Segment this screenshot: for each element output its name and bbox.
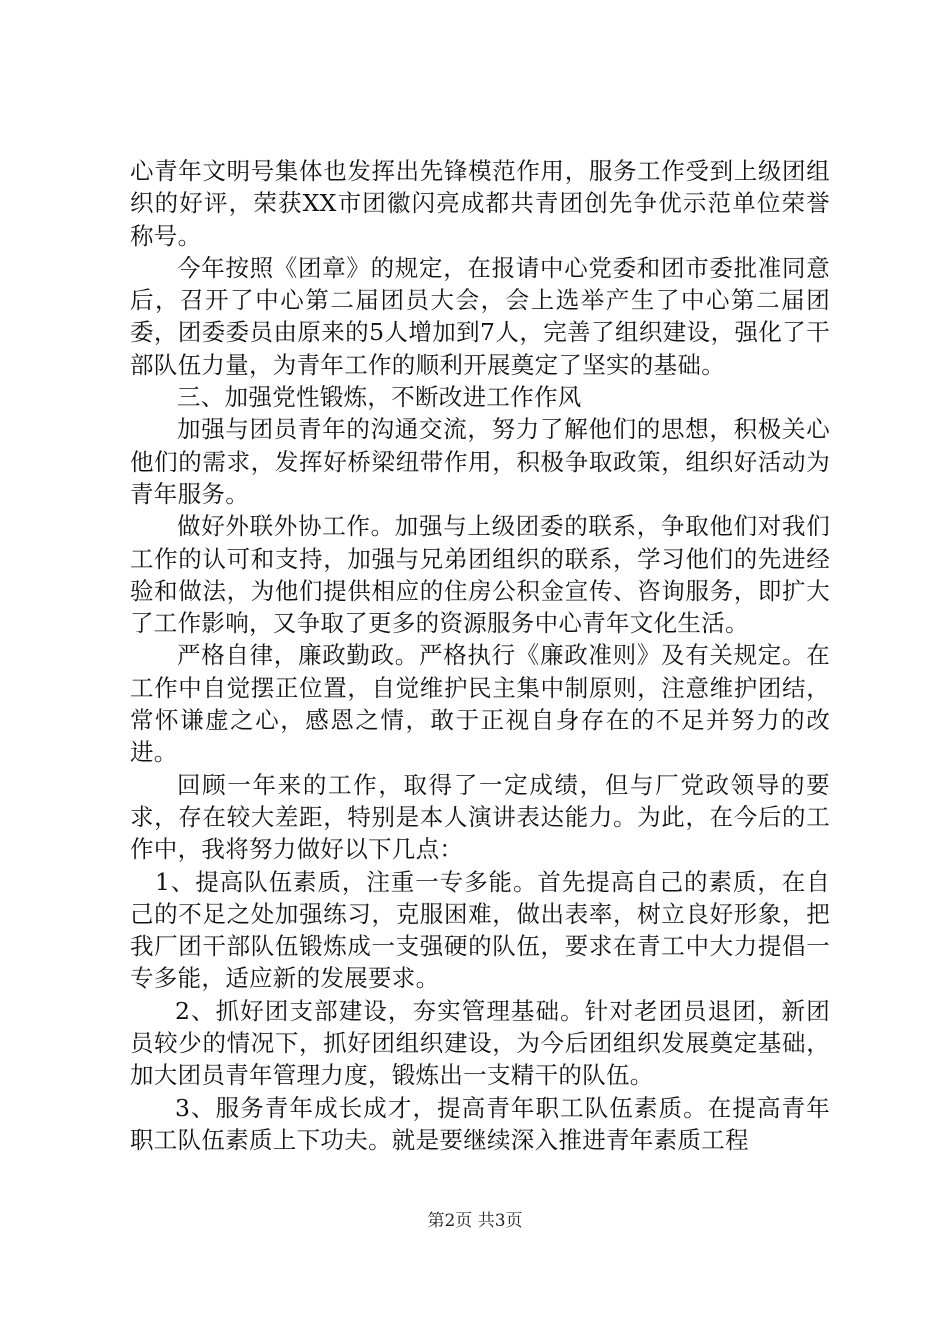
paragraph-continuation: 心青年文明号集体也发挥出先锋模范作用，服务工作受到上级团组织的好评，荣获XX市团徽闪亮成都共青团创先争优示范单位荣誉称号。: [130, 157, 830, 250]
paragraph-communication: 加强与团员青年的沟通交流，努力了解他们的思想，积极关心他们的需求，发挥好桥梁纽带作用，积极争取政策，组织好活动为青年服务。: [130, 415, 830, 508]
document-body: [130, 155, 830, 1156]
list-item-1: 1、提高队伍素质，注重一专多能。首先提高自己的素质，在自己的不足之处加强练习，克服困难，做出表率，树立良好形象，把我厂团干部队伍锻炼成一支强硬的队伍，要求在青工中大力提倡一专多能，适应新的发展要求。: [130, 867, 830, 993]
list-item-3: 3、服务青年成长成才，提高青年职工队伍素质。在提高青年职工队伍素质上下功夫。就是要继续深入推进青年素质工程: [130, 1093, 830, 1154]
paragraph-external-liaison: 做好外联外协工作。加强与上级团委的联系，争取他们对我们工作的认可和支持，加强与兄弟团组织的联系，学习他们的先进经验和做法，为他们提供相应的住房公积金宣传、咨询服务，即扩大了工作影响，又争取了更多的资源服务中心青年文化生活。: [130, 512, 830, 638]
paragraph-self-discipline: 严格自律，廉政勤政。严格执行《廉政准则》及有关规定。在工作中自觉摆正位置，自觉维护民主集中制原则，注意维护团结，常怀谦虚之心，感恩之情，敢于正视自身存在的不足并努力的改进。: [130, 641, 830, 767]
page-number: 第2页 共3页: [427, 1211, 523, 1231]
list-item-2: 2、抓好团支部建设，夯实管理基础。针对老团员退团，新团员较少的情况下，抓好团组织建设，为今后团组织发展奠定基础，加大团员青年管理力度，锻炼出一支精干的队伍。: [130, 996, 830, 1090]
paragraph-review: 回顾一年来的工作，取得了一定成绩，但与厂党政领导的要求，存在较大差距，特别是本人演讲表达能力。为此，在今后的工作中，我将努力做好以下几点：: [130, 770, 830, 864]
section-heading-3: 三、加强党性锻炼，不断改进工作作风: [177, 383, 582, 412]
paragraph-team-congress: 今年按照《团章》的规定，在报请中心党委和团市委批准同意后，召开了中心第二届团员大会，会上选举产生了中心第二届团委，团委委员由原来的5人增加到7人，完善了组织建设，强化了干部队伍力量，为青年工作的顺利开展奠定了坚实的基础。: [130, 253, 830, 379]
